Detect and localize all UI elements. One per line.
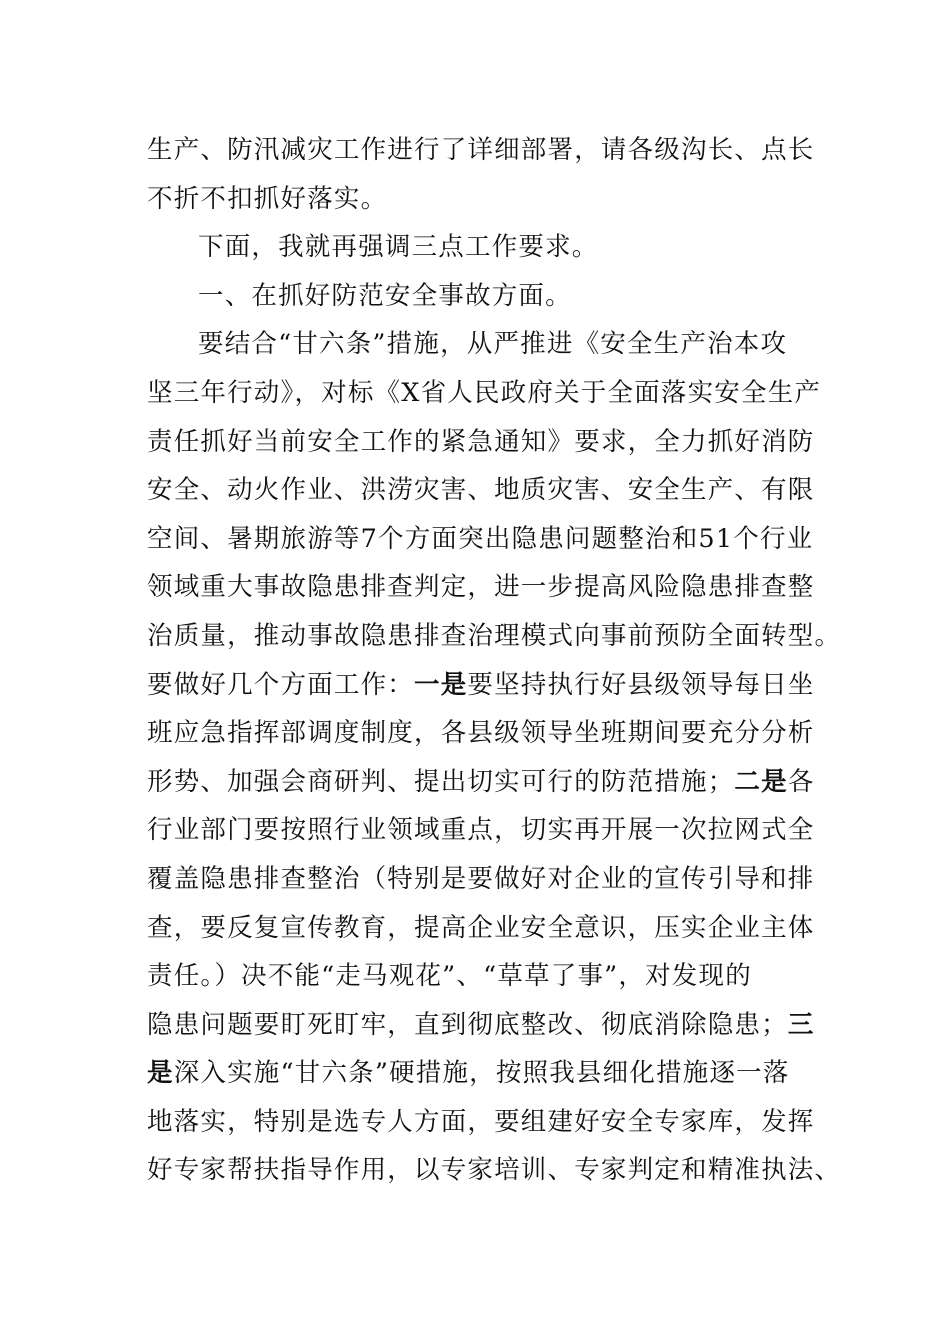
bold-marker: 是 (147, 1058, 174, 1089)
bold-marker: 二是 (734, 766, 788, 797)
paragraph-line: 责任。）决不能“走马观花”、“草草了事”，对发现的 (147, 961, 752, 992)
document-body (147, 126, 842, 1195)
line-text: 深入实施“甘六条”硬措施，按照我县细化措施逐一落 (173, 1058, 790, 1089)
paragraph-line: 坚三年行动》，对标《X省人民政府关于全面落实安全生产 (147, 377, 822, 408)
paragraph-line: 要结合“甘六条”措施，从严推进《安全生产治本攻 (198, 329, 788, 360)
paragraph-line: 下面，我就再强调三点工作要求。 (198, 232, 599, 263)
paragraph-line (147, 661, 815, 710)
line-text: 各 (787, 766, 815, 797)
paragraph-line: 治质量，推动事故隐患排查治理模式向事前预防全面转型。 (147, 620, 842, 651)
paragraph-line: 生产、防汛减灾工作进行了详细部署，请各级沟长、点长 (147, 135, 815, 165)
line-text: 要做好几个方面工作： (147, 669, 415, 700)
paragraph-line (147, 1001, 815, 1050)
section-heading: 一、在抓好防范安全事故方面。 (198, 280, 572, 311)
paragraph-line: 责任抓好当前安全工作的紧急通知》要求，全力抓好消防 (147, 426, 815, 457)
paragraph-line: 领域重大事故隐患排查判定，进一步提高风险隐患排查整 (147, 572, 815, 603)
paragraph-line (147, 758, 815, 807)
bold-marker: 三 (787, 1009, 815, 1040)
paragraph-line: 班应急指挥部调度制度，各县级领导坐班期间要充分分析 (147, 718, 815, 749)
line-text: 形势、加强会商研判、提出切实可行的防范措施； (147, 766, 735, 797)
paragraph-line: 安全、动火作业、洪涝灾害、地质灾害、安全生产、有限 (147, 475, 815, 506)
paragraph-line: 查，要反复宣传教育，提高企业安全意识，压实企业主体 (147, 912, 815, 943)
line-text: 要坚持执行好县级领导每日坐 (467, 669, 815, 700)
paragraph-line: 空间、暑期旅游等7个方面突出隐患问题整治和51个行业 (147, 523, 814, 554)
paragraph-line: 好专家帮扶指导作用，以专家培训、专家判定和精准执法、 (147, 1155, 842, 1186)
paragraph-line: 覆盖隐患排查整治（特别是要做好对企业的宣传引导和排 (147, 863, 815, 894)
line-text: 隐患问题要盯死盯牢，直到彻底整改、彻底消除隐患； (147, 1009, 788, 1040)
bold-marker: 一是 (414, 669, 468, 700)
paragraph-line: 行业部门要按照行业领域重点，切实再开展一次拉网式全 (147, 815, 815, 846)
paragraph-line (147, 1049, 807, 1098)
paragraph-line: 不折不扣抓好落实。 (147, 183, 388, 214)
paragraph-line: 地落实，特别是选专人方面，要组建好安全专家库，发挥 (147, 1106, 815, 1137)
